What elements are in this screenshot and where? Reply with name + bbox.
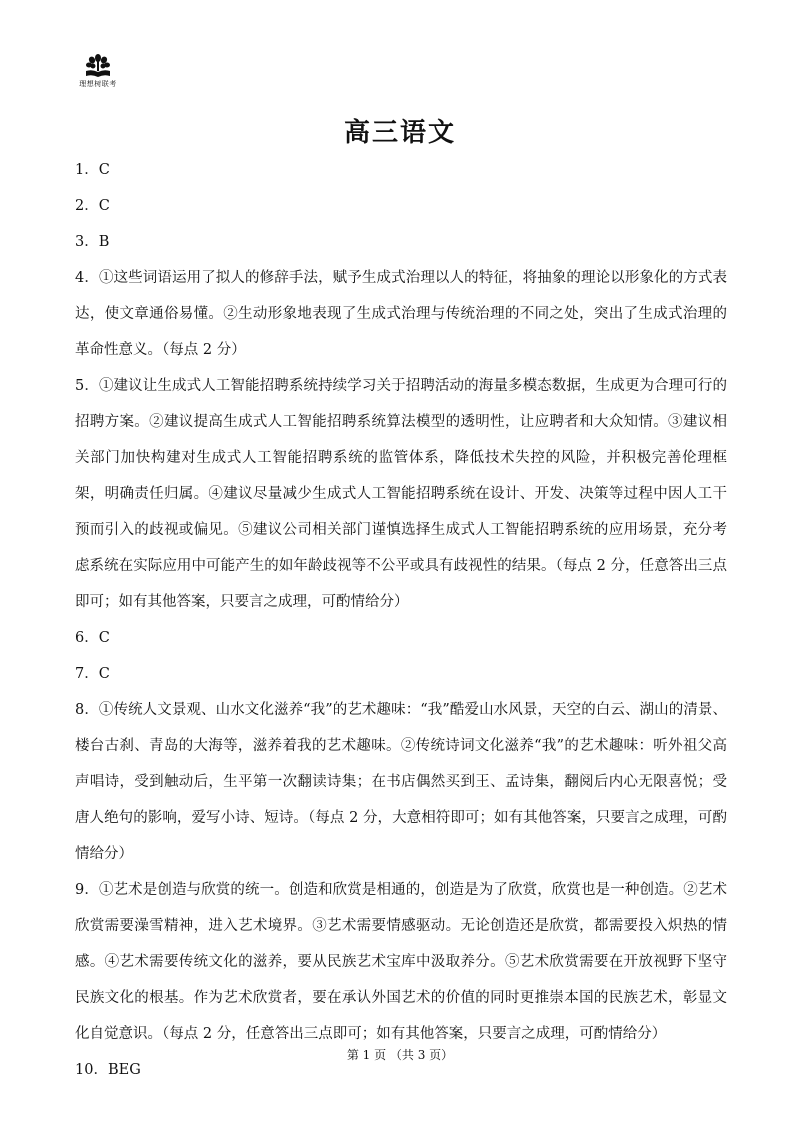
answer-list <box>75 152 727 1088</box>
answer-8: 8．①传统人文景观、山水文化滋养“我”的艺术趣味：“我”酷爱山水风景，天空的白云、湖山的清景、楼台古刹、青岛的大海等，滋养着我的艺术趣味。②传统诗词文化滋养“我”的艺术趣味：听外祖父高声唱诗，受到触动后，生平第一次翻读诗集；在书店偶然买到王、孟诗集，翻阅后内心无限喜悦；受唐人绝句的影响，爱写小诗、短诗。（每点 2 分，大意相符即可；如有其他答案，只要言之成理，可酌情给分） <box>75 702 727 862</box>
logo-text: 理想树联考 <box>79 80 117 88</box>
answer-10: 10．BEG <box>75 1062 141 1078</box>
answer-9: 9．①艺术是创造与欣赏的统一。创造和欣赏是相通的，创造是为了欣赏，欣赏也是一种创造。②艺术欣赏需要澡雪精神，进入艺术境界。③艺术需要情感驱动。无论创造还是欣赏，都需要投入炽热的情感。④艺术需要传统文化的滋养，要从民族艺术宝库中汲取养分。⑤艺术欣赏需要在开放视野下坚守民族文化的根基。作为艺术欣赏者，要在承认外国艺术的价值的同时更推崇本国的民族艺术，彰显文化自觉意识。（每点 2 分，任意答出三点即可；如有其他答案，只要言之成理，可酌情给分） <box>75 882 727 1042</box>
answer-5: 5．①建议让生成式人工智能招聘系统持续学习关于招聘活动的海量多模态数据，生成更为合理可行的招聘方案。②建议提高生成式人工智能招聘系统算法模型的透明性，让应聘者和大众知情。③建议相关部门加快构建对生成式人工智能招聘系统的监管体系，降低技术失控的风险，并积极完善伦理框架，明确责任归属。④建议尽量减少生成式人工智能招聘系统在设计、开发、决策等过程中因人工干预而引入的歧视或偏见。⑤建议公司相关部门谨慎选择生成式人工智能招聘系统的应用场景，充分考虑系统在实际应用中可能产生的如年龄歧视等不公平或具有歧视性的结果。（每点 2 分，任意答出三点即可；如有其他答案，只要言之成理，可酌情给分） <box>75 378 727 610</box>
page-footer: 第 1 页 （共 3 页） <box>346 1048 454 1062</box>
answer-6: 6．C <box>75 630 110 646</box>
answer-3: 3．B <box>75 234 110 250</box>
page-title: 高三语文 <box>343 118 456 148</box>
answer-2: 2．C <box>75 198 110 214</box>
answer-4: 4．①这些词语运用了拟人的修辞手法，赋予生成式治理以人的特征，将抽象的理论以形象化的方式表达，使文章通俗易懂。②生动形象地表现了生成式治理与传统治理的不同之处，突出了生成式治理的革命性意义。（每点 2 分） <box>75 270 727 358</box>
answer-7: 7．C <box>75 666 110 682</box>
logo <box>76 52 120 89</box>
answer-1: 1．C <box>75 162 110 178</box>
tree-book-icon <box>83 52 113 80</box>
